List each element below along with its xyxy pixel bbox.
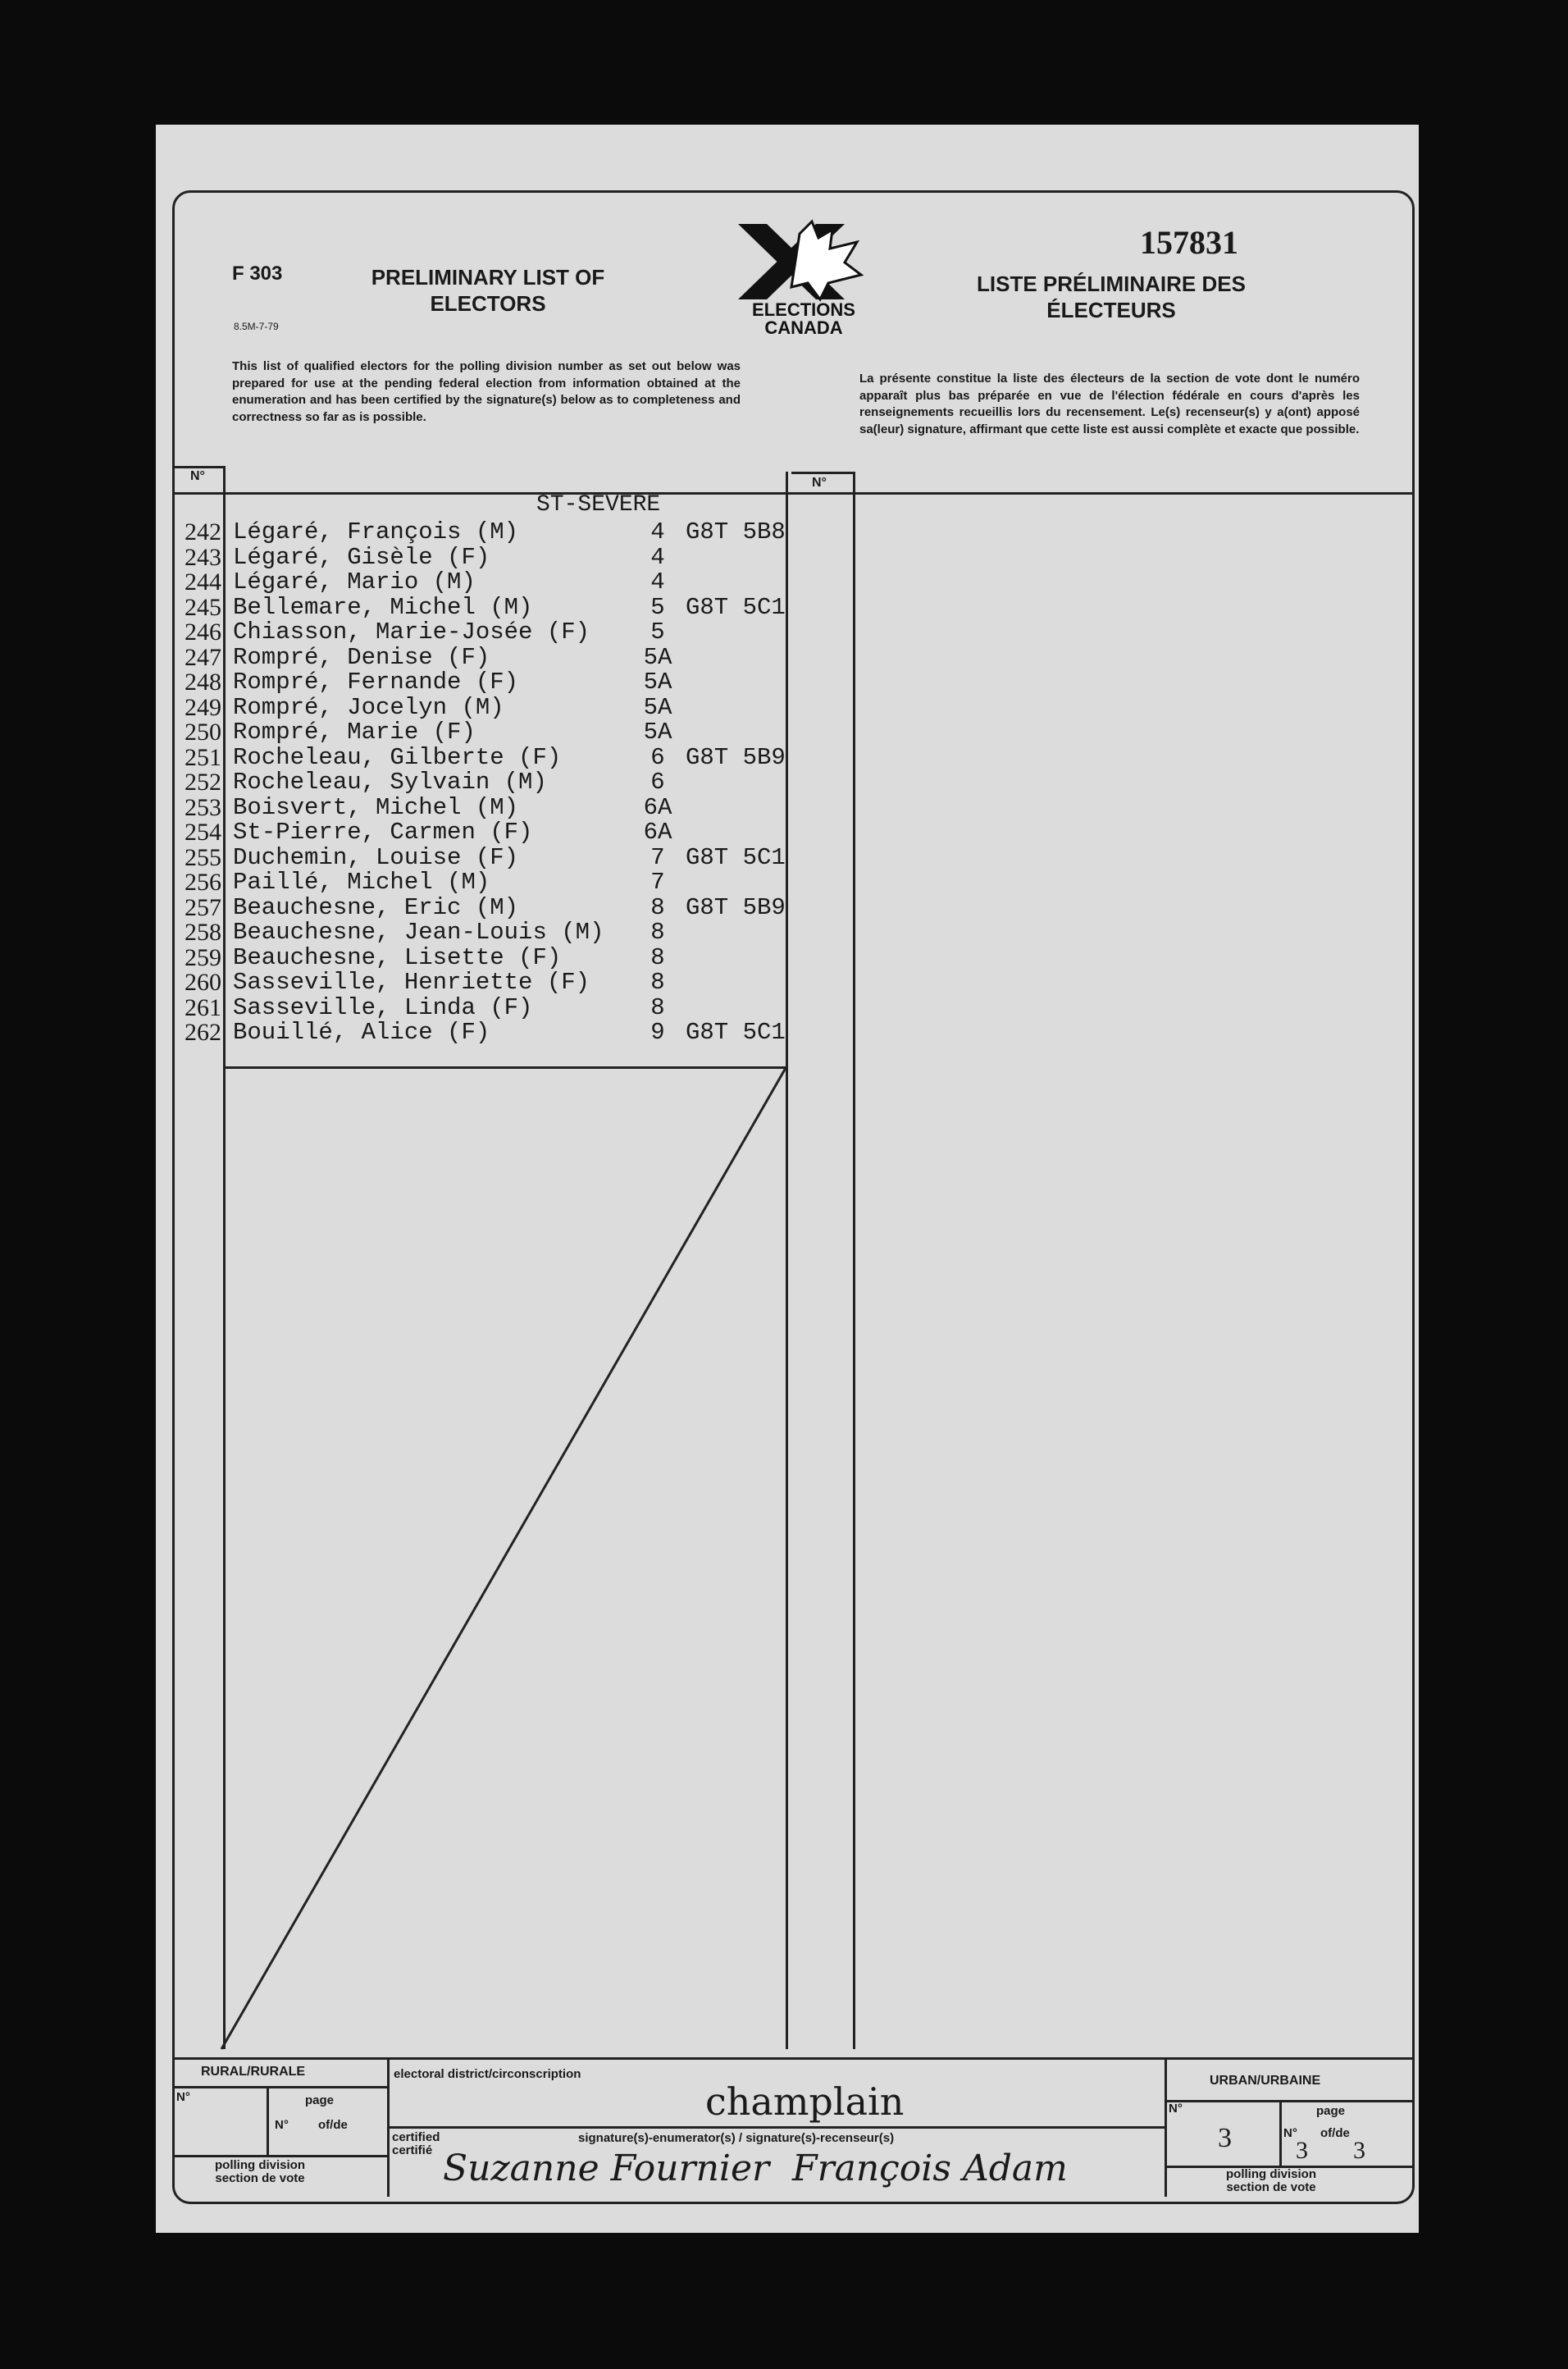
certified-line2: certifié (392, 2143, 433, 2157)
rural-pd-rule (172, 2155, 387, 2157)
no-box-top-left (172, 466, 226, 468)
rural-label-rule (172, 2086, 387, 2088)
urban-label: URBAN/URBAINE (1210, 2074, 1321, 2088)
elector-name: Rompré, Marie (F) (233, 719, 476, 746)
elector-subdivision: 5A (643, 719, 672, 746)
elector-number: 252 (185, 769, 221, 796)
footer-top-rule (172, 2057, 1415, 2060)
rural-polling-division-label (215, 2159, 305, 2185)
elector-subdivision: 8 (650, 969, 665, 996)
elector-subdivision: 4 (650, 544, 665, 571)
elector-postal-code: G8T 5B9 (686, 744, 786, 771)
elector-postal-code: G8T 5C1 (686, 844, 786, 871)
no-label-right: N° (812, 476, 827, 490)
title-fr (935, 271, 1288, 323)
elector-name: Rocheleau, Gilberte (F) (233, 744, 562, 771)
rural-label: RURAL/RURALE (201, 2065, 306, 2079)
elector-postal-code: G8T 5C1 (686, 1019, 786, 1046)
elector-subdivision: 5 (650, 594, 665, 621)
elector-subdivision: 7 (650, 869, 665, 896)
elector-subdivision: 4 (650, 568, 665, 596)
certified-label (392, 2131, 440, 2157)
elector-postal-code: G8T 5B8 (686, 518, 786, 545)
elector-name: Légaré, François (M) (233, 518, 519, 545)
elector-number: 244 (185, 568, 221, 596)
signature-label: signature(s)-enumerator(s) / signature(s)-recenseur(s) (578, 2131, 895, 2145)
elector-number: 245 (185, 594, 221, 621)
rural-pd-line1: polling division (215, 2158, 305, 2172)
elector-number: 257 (185, 894, 221, 921)
logo-text-elections: ELECTIONS (752, 299, 855, 320)
elector-subdivision: 5 (650, 618, 665, 646)
rural-no-label: N° (176, 2090, 190, 2104)
elector-subdivision: 7 (650, 844, 665, 871)
form-print-code: 8.5M-7-79 (234, 321, 279, 332)
rural-of-label: of/de (318, 2118, 348, 2132)
elector-subdivision: 6A (643, 794, 672, 821)
header-rule (172, 492, 1415, 495)
title-fr-line2: ÉLECTEURS (1046, 298, 1176, 322)
elector-name: Paillé, Michel (M) (233, 869, 490, 896)
intro-fr: La présente constitue la liste des électeurs de la section de vote dont le numéro apparaît plus bas préparée en vue de l'élection fédérale en cours d'après les renseignements recueillis lors du recensement. Le(s) recenseur(s) y a(ont) apposé sa(leur) signature, affirmant que cette liste est aussi complète et exacte que possible. (859, 372, 1360, 436)
elector-name: Sasseville, Henriette (F) (233, 969, 590, 996)
logo-text-canada: CANADA (764, 317, 843, 338)
elector-subdivision: 8 (650, 994, 665, 1021)
elector-name: Rompré, Fernande (F) (233, 669, 519, 696)
no-label-left: N° (190, 469, 205, 483)
elector-number: 247 (185, 644, 221, 671)
elections-canada-logo (722, 217, 886, 340)
void-diagonal (220, 1066, 794, 2051)
elector-number: 255 (185, 844, 221, 871)
urban-label-rule (1165, 2100, 1415, 2102)
elector-number: 243 (185, 544, 221, 571)
district-signature-rule (387, 2126, 1165, 2129)
elector-name: Rocheleau, Sylvain (M) (233, 769, 547, 796)
elector-number: 248 (185, 669, 221, 696)
title-en-line2: ELECTORS (430, 291, 546, 316)
enumerator-signatures: Suzanne Fournier François Adam (443, 2148, 1068, 2189)
elector-number: 256 (185, 869, 221, 896)
elector-name: Beauchesne, Eric (M) (233, 894, 519, 921)
elector-name: Rompré, Denise (F) (233, 644, 490, 671)
electoral-district-label: electoral district/circonscription (394, 2067, 581, 2081)
elector-name: Légaré, Mario (M) (233, 568, 476, 596)
urban-page-label: page (1316, 2104, 1346, 2118)
elector-subdivision: 5A (643, 644, 672, 671)
elector-subdivision: 9 (650, 1019, 665, 1046)
elector-name: Bellemare, Michel (M) (233, 594, 533, 621)
no-box-top-right (791, 472, 855, 474)
elector-number: 259 (185, 944, 221, 971)
elector-subdivision: 8 (650, 944, 665, 971)
elector-subdivision: 5A (643, 669, 672, 696)
urban-page-of: 3 (1353, 2137, 1365, 2164)
urban-polling-division-label (1226, 2168, 1316, 2194)
rural-no-divider (267, 2086, 269, 2156)
intro-en: This list of qualified electors for the polling division number as set out below was prepared for use at the pending federal election from information obtained at the enumeration and has been certified by the signature(s) below as to completeness and correctness so far as is possible. (232, 359, 741, 424)
title-fr-line1: LISTE PRÉLIMINAIRE DES (977, 272, 1246, 296)
elector-name: Beauchesne, Jean-Louis (M) (233, 919, 604, 946)
elector-number: 242 (185, 518, 221, 545)
elector-subdivision: 5A (643, 694, 672, 721)
maple-x-icon (722, 217, 886, 340)
urban-page-no: 3 (1296, 2137, 1308, 2164)
elector-number: 253 (185, 794, 221, 821)
elector-subdivision: 8 (650, 919, 665, 946)
form-code: F 303 (232, 262, 283, 285)
elector-subdivision: 6A (643, 819, 672, 846)
urban-pd-line1: polling division (1226, 2167, 1316, 2181)
elector-subdivision: 6 (650, 769, 665, 796)
rural-page-label: page (305, 2093, 335, 2107)
elector-number: 261 (185, 994, 221, 1021)
elector-number: 250 (185, 719, 221, 746)
middle-column-rule-2 (853, 472, 855, 2049)
rural-pd-line2: section de vote (215, 2171, 305, 2185)
rural-page-no-label: N° (275, 2118, 289, 2132)
urban-page-no-label: N° (1283, 2126, 1297, 2140)
urban-polling-no: 3 (1218, 2123, 1232, 2153)
elector-name: Duchemin, Louise (F) (233, 844, 519, 871)
elector-number: 251 (185, 744, 221, 771)
elector-subdivision: 6 (650, 744, 665, 771)
title-en-line1: PRELIMINARY LIST OF (371, 265, 605, 290)
serial-number: 157831 (1140, 224, 1238, 261)
elector-subdivision: 4 (650, 518, 665, 545)
electoral-district-value: champlain (705, 2079, 905, 2124)
elector-number: 260 (185, 969, 221, 996)
footer-urban-divider (1165, 2057, 1167, 2197)
elector-name: Légaré, Gisèle (F) (233, 544, 490, 571)
elector-name: Chiasson, Marie-Josée (F) (233, 618, 590, 646)
elector-number: 246 (185, 618, 221, 646)
elector-name: Rompré, Jocelyn (M) (233, 694, 504, 721)
elector-name: St-Pierre, Carmen (F) (233, 819, 533, 846)
title-en (328, 264, 648, 317)
elector-number: 258 (185, 919, 221, 946)
urban-pd-line2: section de vote (1226, 2180, 1316, 2194)
elector-number: 254 (185, 819, 221, 846)
locality-heading: ST-SEVERE (536, 492, 661, 518)
elector-name: Beauchesne, Lisette (F) (233, 944, 562, 971)
elector-postal-code: G8T 5B9 (686, 894, 786, 921)
elector-name: Bouillé, Alice (F) (233, 1019, 490, 1046)
elector-subdivision: 8 (650, 894, 665, 921)
elector-number: 249 (185, 694, 221, 721)
elector-number: 262 (185, 1019, 221, 1046)
elector-name: Sasseville, Linda (F) (233, 994, 533, 1021)
elector-name: Boisvert, Michel (M) (233, 794, 519, 821)
elector-postal-code: G8T 5C1 (686, 594, 786, 621)
certified-line1: certified (392, 2130, 440, 2144)
urban-of-label: of/de (1320, 2126, 1350, 2140)
urban-no-label: N° (1169, 2102, 1183, 2116)
urban-no-divider (1279, 2100, 1282, 2166)
